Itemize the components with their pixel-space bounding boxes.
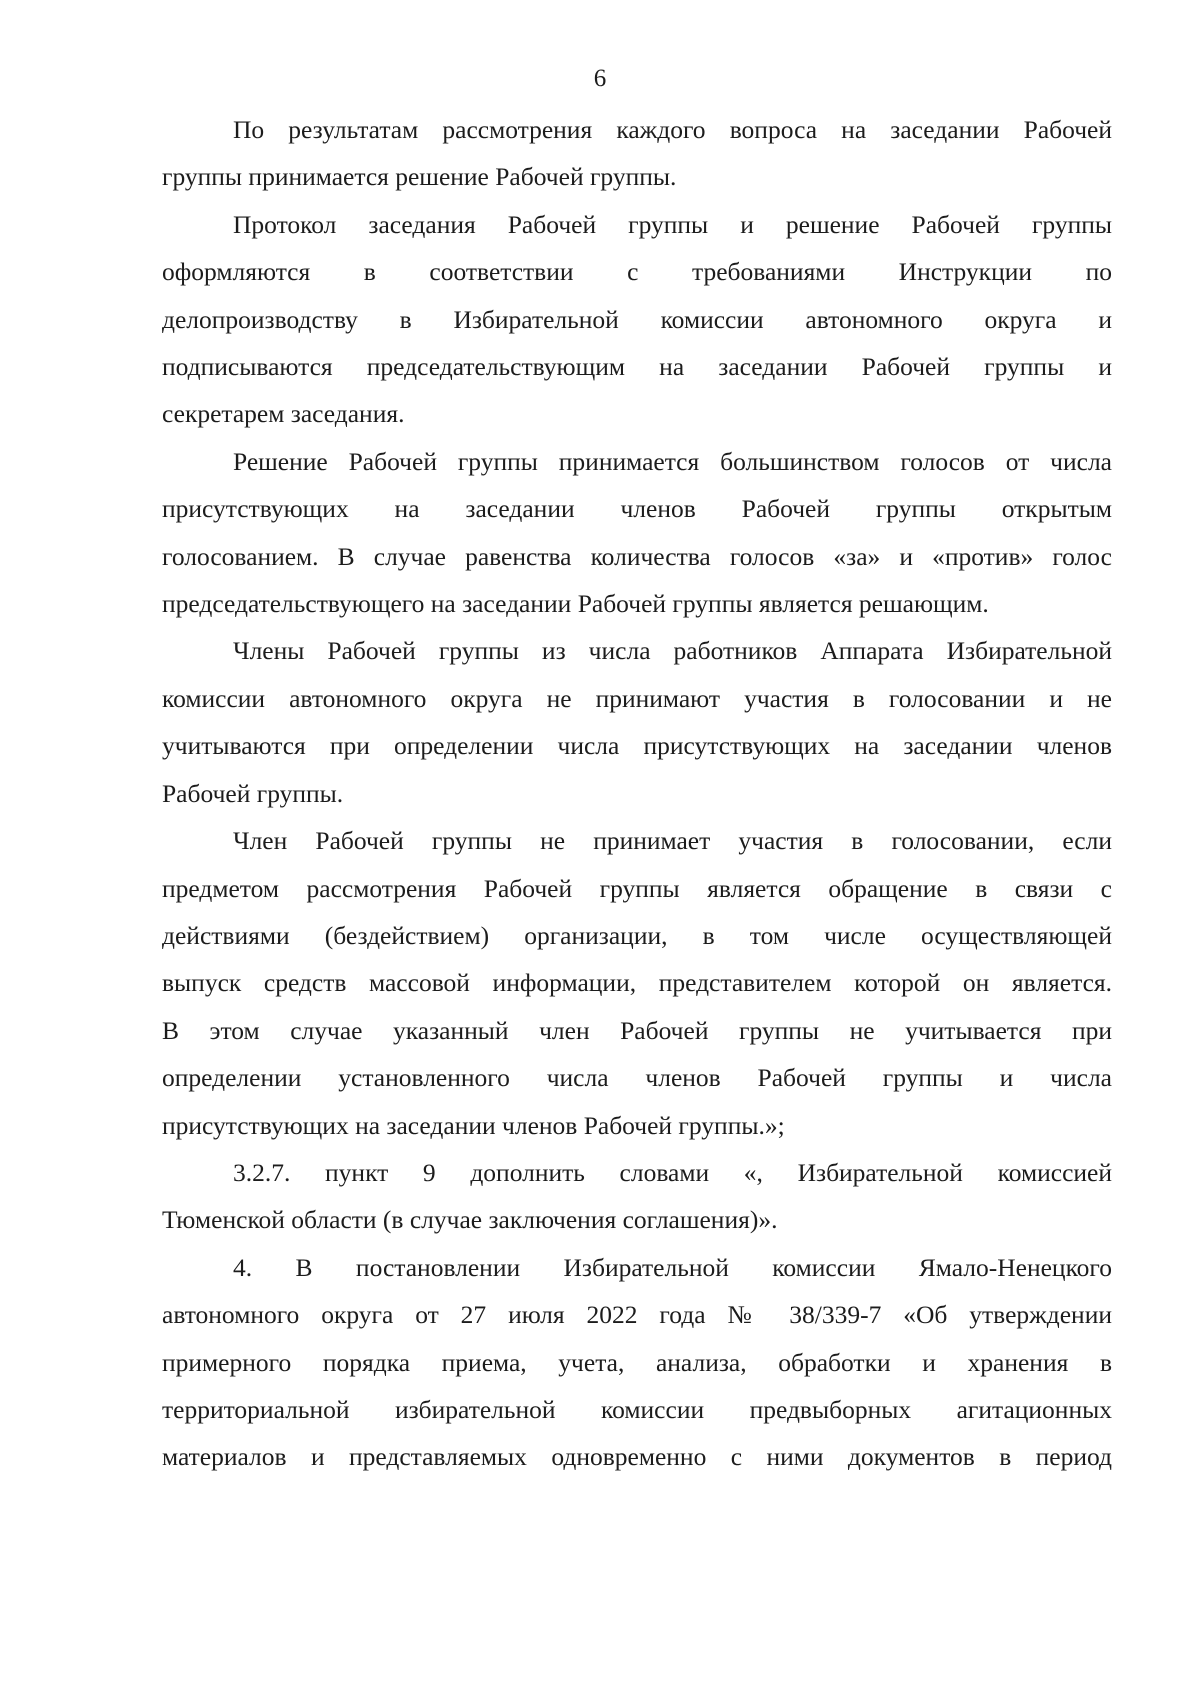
- text-line: делопроизводству в Избирательной комиссии автономного округа и: [162, 304, 1112, 334]
- text-line: оформляются в соответствии с требованиями Инструкции по: [162, 257, 1112, 287]
- page-number: 6: [593, 65, 607, 92]
- text-line: Решение Рабочей группы принимается большинством голосов от числа: [233, 446, 1112, 476]
- text-line: голосованием. В случае равенства количества голосов «за» и «против» голос: [162, 541, 1112, 571]
- text-line: Член Рабочей группы не принимает участия в голосовании, если: [233, 826, 1112, 856]
- text-line: Члены Рабочей группы из числа работников Аппарата Избирательной: [233, 636, 1112, 666]
- text-line: В этом случае указанный член Рабочей группы не учитывается при: [162, 1015, 1112, 1045]
- text-line: предметом рассмотрения Рабочей группы является обращение в связи с: [162, 873, 1112, 903]
- paragraph: [162, 201, 1112, 438]
- text-line: подписываются председательствующим на заседании Рабочей группы и: [162, 352, 1112, 382]
- text-line: присутствующих на заседании членов Рабочей группы открытым: [162, 494, 1112, 524]
- paragraph: [162, 1149, 1112, 1244]
- text-line: Рабочей группы.: [162, 778, 344, 808]
- document-body: [162, 106, 1112, 1481]
- text-line: определении установленного числа членов Рабочей группы и числа: [162, 1063, 1112, 1093]
- text-line: секретарем заседания.: [162, 399, 405, 429]
- text-line: присутствующих на заседании членов Рабочей группы.»;: [162, 1110, 785, 1140]
- text-line: председательствующего на заседании Рабочей группы является решающим.: [162, 589, 989, 619]
- text-line: Протокол заседания Рабочей группы и решение Рабочей группы: [233, 209, 1112, 239]
- paragraph: [162, 627, 1112, 817]
- text-line: автономного округа от 27 июля 2022 года № 38/339-7 «Об утверждении: [162, 1300, 1112, 1330]
- text-line: примерного порядка приема, учета, анализа, обработки и хранения в: [162, 1347, 1112, 1377]
- paragraph: [162, 438, 1112, 628]
- paragraph: [162, 817, 1112, 1149]
- paragraph: [162, 106, 1112, 201]
- paragraph: [162, 1244, 1112, 1481]
- text-line: По результатам рассмотрения каждого вопроса на заседании Рабочей: [233, 115, 1112, 144]
- text-line: выпуск средств массовой информации, представителем которой он является.: [162, 968, 1112, 998]
- text-line: 3.2.7. пункт 9 дополнить словами «, Избирательной комиссией: [233, 1157, 1112, 1187]
- text-line: группы принимается решение Рабочей группы.: [162, 162, 677, 192]
- text-line: учитываются при определении числа присутствующих на заседании членов: [162, 731, 1112, 761]
- text-line: действиями (бездействием) организации, в том числе осуществляющей: [162, 920, 1112, 950]
- text-line: комиссии автономного округа не принимают участия в голосовании и не: [162, 683, 1112, 713]
- text-line: 4. В постановлении Избирательной комиссии Ямало-Ненецкого: [233, 1252, 1112, 1282]
- text-line: материалов и представляемых одновременно с ними документов в период: [162, 1442, 1112, 1472]
- text-line: территориальной избирательной комиссии предвыборных агитационных: [162, 1394, 1112, 1424]
- text-line: Тюменской области (в случае заключения соглашения)».: [162, 1205, 778, 1235]
